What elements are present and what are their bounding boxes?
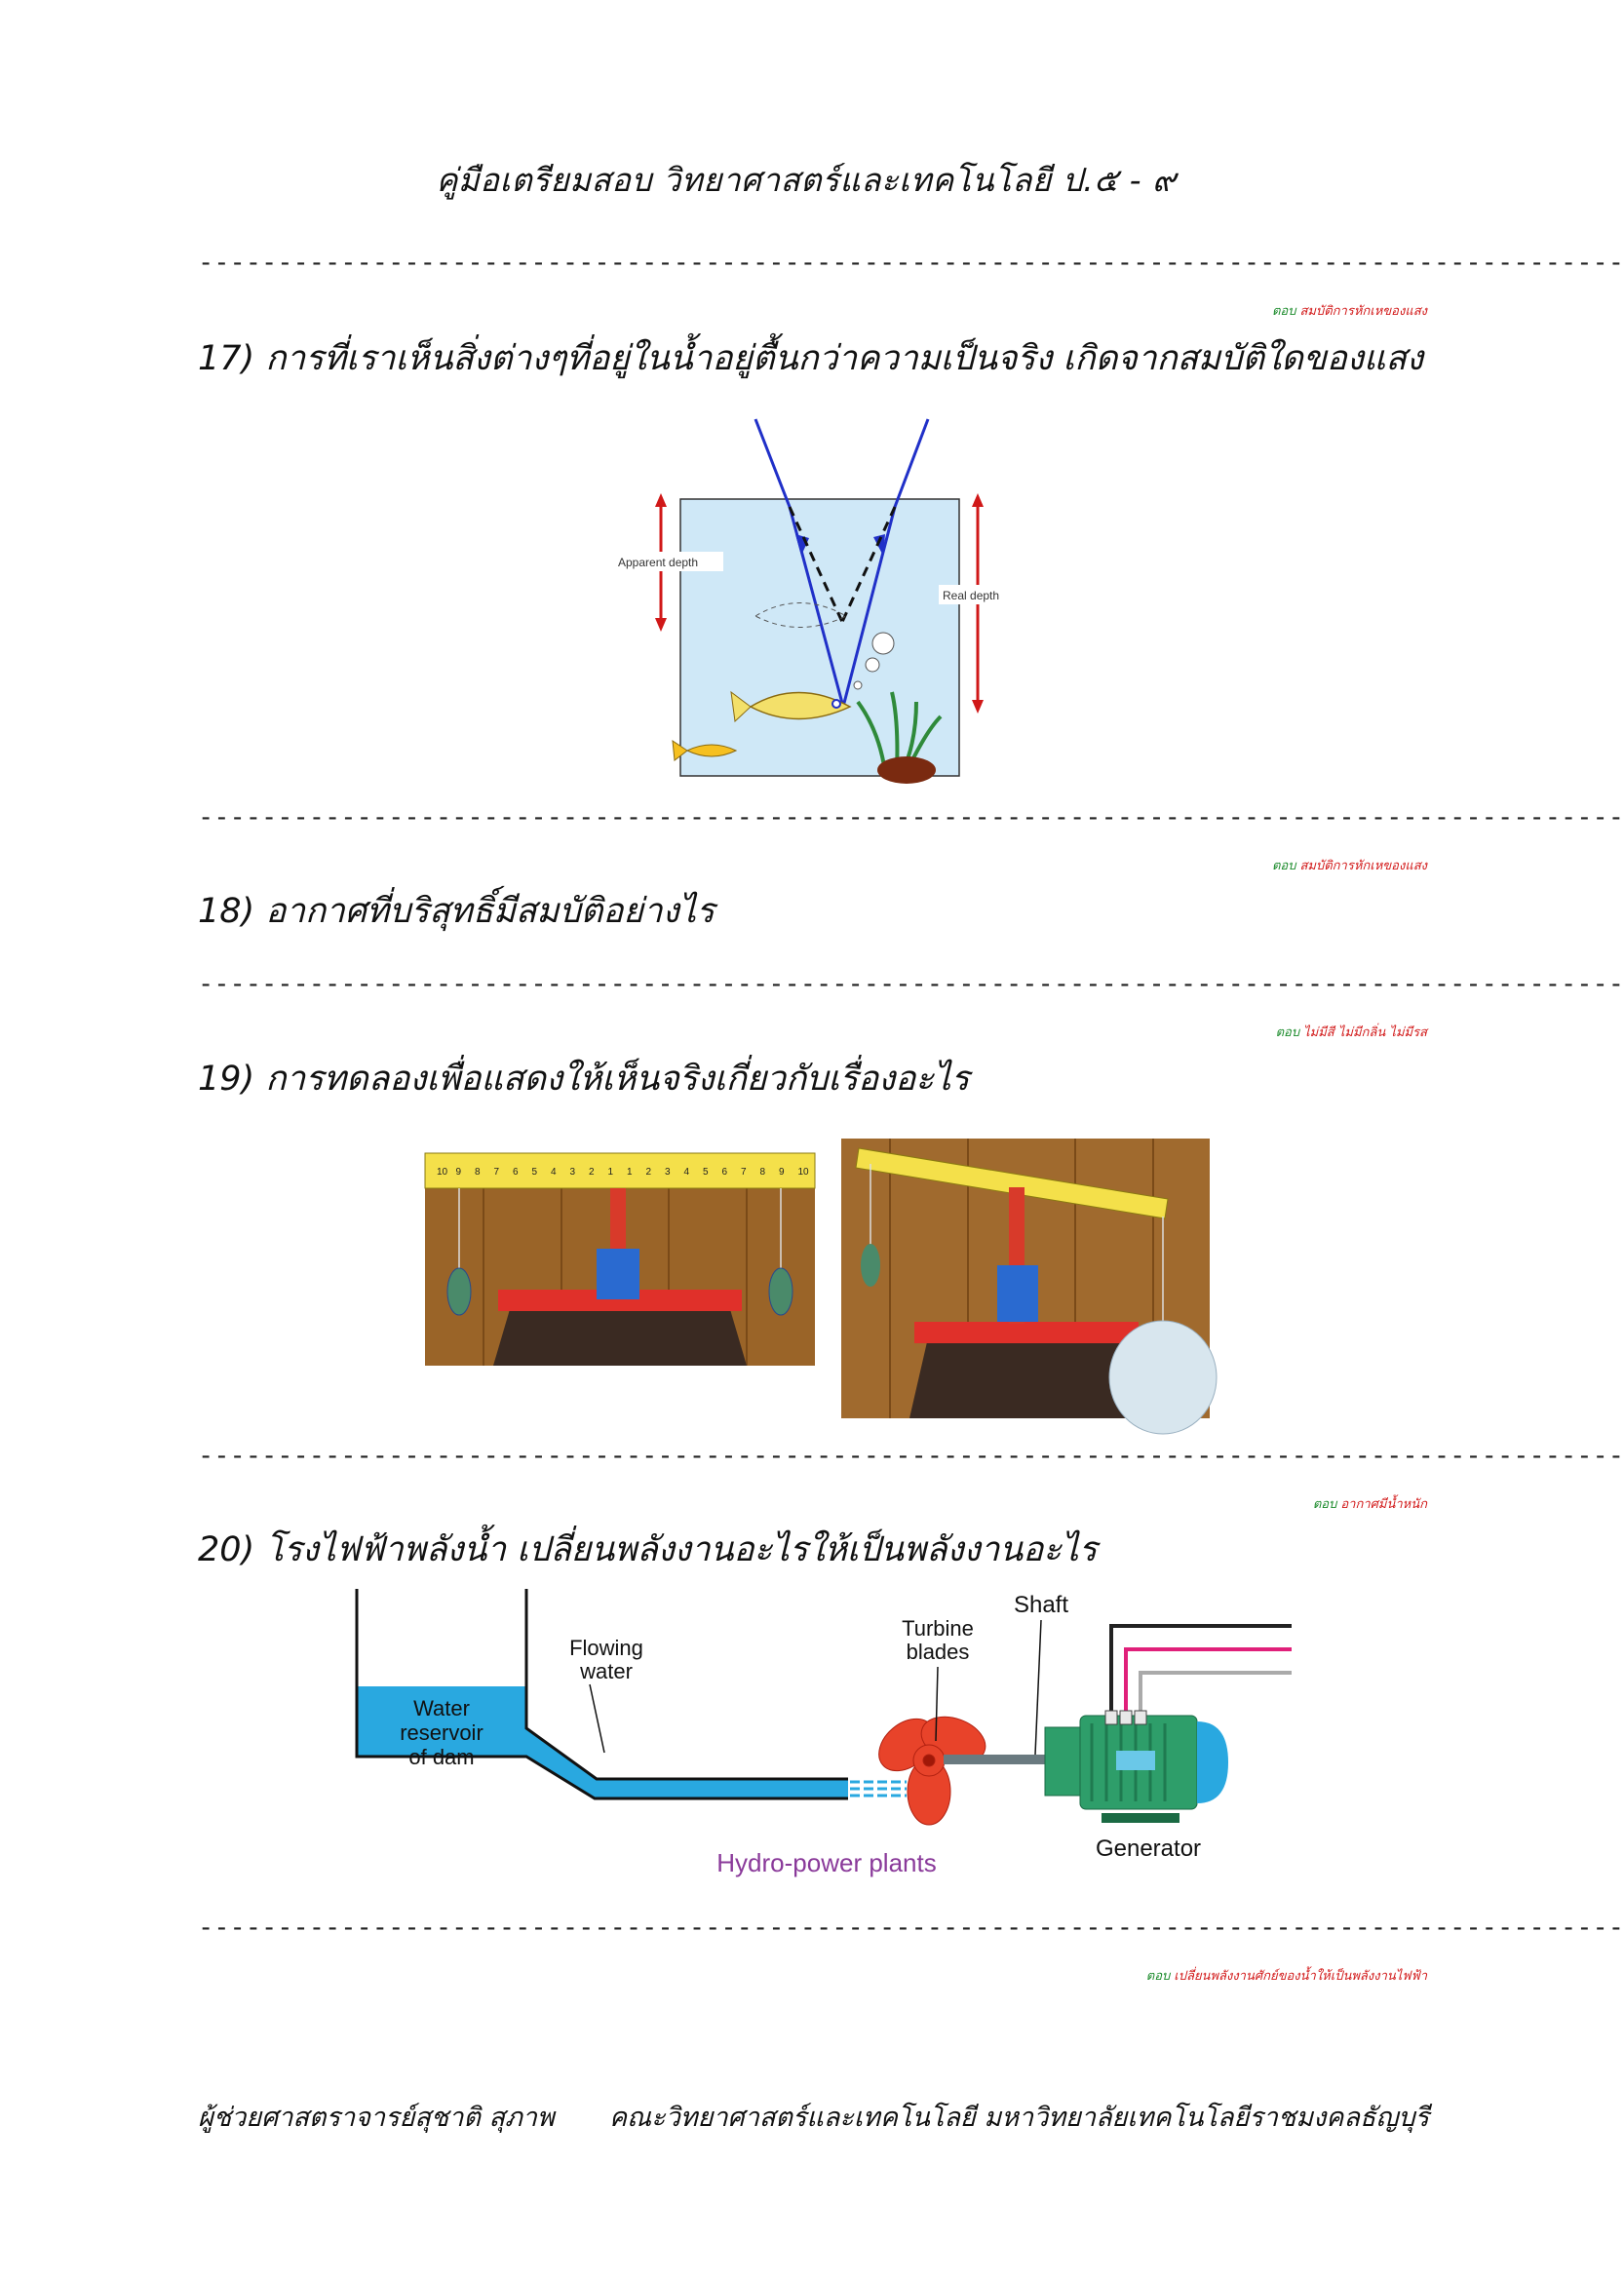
separator: ------------------------------------------------------------------------------------------ xyxy=(198,969,1624,999)
separator: ------------------------------------------------------------------------------------------ xyxy=(198,1913,1624,1943)
ruler-number: 3 xyxy=(569,1167,576,1178)
separator: ------------------------------------------------------------------------------------------ xyxy=(198,248,1624,278)
answer-label: ตอบ xyxy=(1145,1969,1171,1984)
inflated-balloon xyxy=(1109,1321,1217,1434)
shaft xyxy=(944,1755,1047,1764)
stand-base xyxy=(914,1322,1139,1343)
ruler-number: 7 xyxy=(493,1167,500,1178)
rock xyxy=(877,756,936,784)
footer-author: ผู้ช่วยศาสตราจารย์สุชาติ สุภาพ xyxy=(198,2103,555,2133)
deflated-balloon-left xyxy=(447,1268,471,1315)
reservoir-label-3: of dam xyxy=(408,1745,475,1769)
stand-block xyxy=(997,1265,1038,1322)
diagram-caption: Hydro-power plants xyxy=(716,1848,937,1877)
deflated-balloon xyxy=(861,1244,880,1287)
ruler-number: 4 xyxy=(683,1167,690,1178)
ruler-number: 9 xyxy=(779,1167,785,1178)
ruler-number: 2 xyxy=(645,1167,652,1178)
answer-text: สมบัติการหักเหของแสง xyxy=(1299,304,1427,319)
ruler-number: 1 xyxy=(627,1167,633,1178)
question-18: 18) อากาศที่บริสุทธิ์มีสมบัติอย่างไร xyxy=(198,892,715,931)
balance-photo-tilted xyxy=(841,1139,1210,1418)
generator-label: Generator xyxy=(1095,1836,1202,1862)
ruler-number: 6 xyxy=(721,1167,728,1178)
question-17: 17) การที่เราเห็นสิ่งต่างๆที่อยู่ในน้ำอยู่ตื้นกว่าความเป็นจริง เกิดจากสมบัติใดของแสง xyxy=(198,339,1423,378)
turbine-label-1: Turbine xyxy=(902,1616,974,1641)
ruler-number: 9 xyxy=(455,1167,462,1178)
answer-label: ตอบ xyxy=(1271,304,1296,319)
separator: ------------------------------------------------------------------------------------------ xyxy=(198,1441,1624,1471)
ruler-number: 3 xyxy=(665,1167,671,1178)
turbine-label-2: blades xyxy=(906,1640,970,1664)
ruler-number: 6 xyxy=(513,1167,519,1178)
answer-text: สมบัติการหักเหของแสง xyxy=(1299,859,1427,873)
balance-photo-equal xyxy=(425,1153,815,1366)
answer-18 xyxy=(1272,855,1427,875)
ruler-number: 4 xyxy=(551,1167,557,1178)
separator: ------------------------------------------------------------------------------------------ xyxy=(198,802,1624,832)
answer-label: ตอบ xyxy=(1312,1497,1337,1512)
flowing-label-2: water xyxy=(580,1659,633,1683)
ruler-number: 5 xyxy=(703,1167,709,1178)
answer-19 xyxy=(1276,1022,1427,1042)
ruler-number: 10 xyxy=(797,1167,809,1178)
reservoir-label-1: Water xyxy=(413,1696,470,1720)
answer-label: ตอบ xyxy=(1275,1025,1300,1040)
footer-faculty: คณะวิทยาศาสตร์และเทคโนโลยี มหาวิทยาลัยเทคโนโลยีราชมงคลธัญบุรี xyxy=(609,2103,1429,2133)
question-20: 20) โรงไฟฟ้าพลังน้ำ เปลี่ยนพลังงานอะไรให้เป็นพลังงานอะไร xyxy=(198,1530,1098,1569)
ruler-number: 2 xyxy=(589,1167,595,1178)
ruler-number: 1 xyxy=(607,1167,614,1178)
hydro-power-diagram xyxy=(341,1579,1306,1891)
apparent-depth-label: Apparent depth xyxy=(618,556,699,569)
water-tank xyxy=(680,499,959,776)
answer-20b xyxy=(1146,1965,1427,1986)
question-19: 19) การทดลองเพื่อแสดงให้เห็นจริงเกี่ยวกับเรื่องอะไร xyxy=(198,1060,970,1099)
page-header: คู่มือเตรียมสอบ วิทยาศาสตร์และเทคโนโลยี ป.๕ - ๙ xyxy=(436,161,1177,199)
ruler xyxy=(425,1153,815,1188)
answer-label: ตอบ xyxy=(1271,859,1296,873)
shaft-label: Shaft xyxy=(1013,1592,1069,1618)
refraction-diagram xyxy=(595,409,1043,790)
answer-text: ไม่มีสี ไม่มีกลิ่น ไม่มีรส xyxy=(1303,1025,1427,1040)
deflated-balloon-right xyxy=(769,1268,793,1315)
answer-text: เปลี่ยนพลังงานศักย์ของน้ำให้เป็นพลังงานไฟฟ้า xyxy=(1174,1969,1427,1984)
turbine xyxy=(869,1709,991,1825)
flowing-label-1: Flowing xyxy=(569,1636,643,1660)
answer-text: อากาศมีน้ำหนัก xyxy=(1340,1497,1427,1512)
generator xyxy=(1045,1716,1228,1823)
reservoir-label-2: reservoir xyxy=(400,1720,483,1745)
ruler-number: 7 xyxy=(741,1167,747,1178)
real-depth-label: Real depth xyxy=(943,589,1000,602)
ruler-number: 10 xyxy=(437,1167,448,1178)
answer-20 xyxy=(1313,1493,1427,1514)
ruler-number: 8 xyxy=(475,1167,481,1178)
ruler-number: 5 xyxy=(531,1167,538,1178)
stand-block xyxy=(597,1249,639,1299)
ruler-number: 8 xyxy=(759,1167,766,1178)
answer-17 xyxy=(1272,300,1427,321)
